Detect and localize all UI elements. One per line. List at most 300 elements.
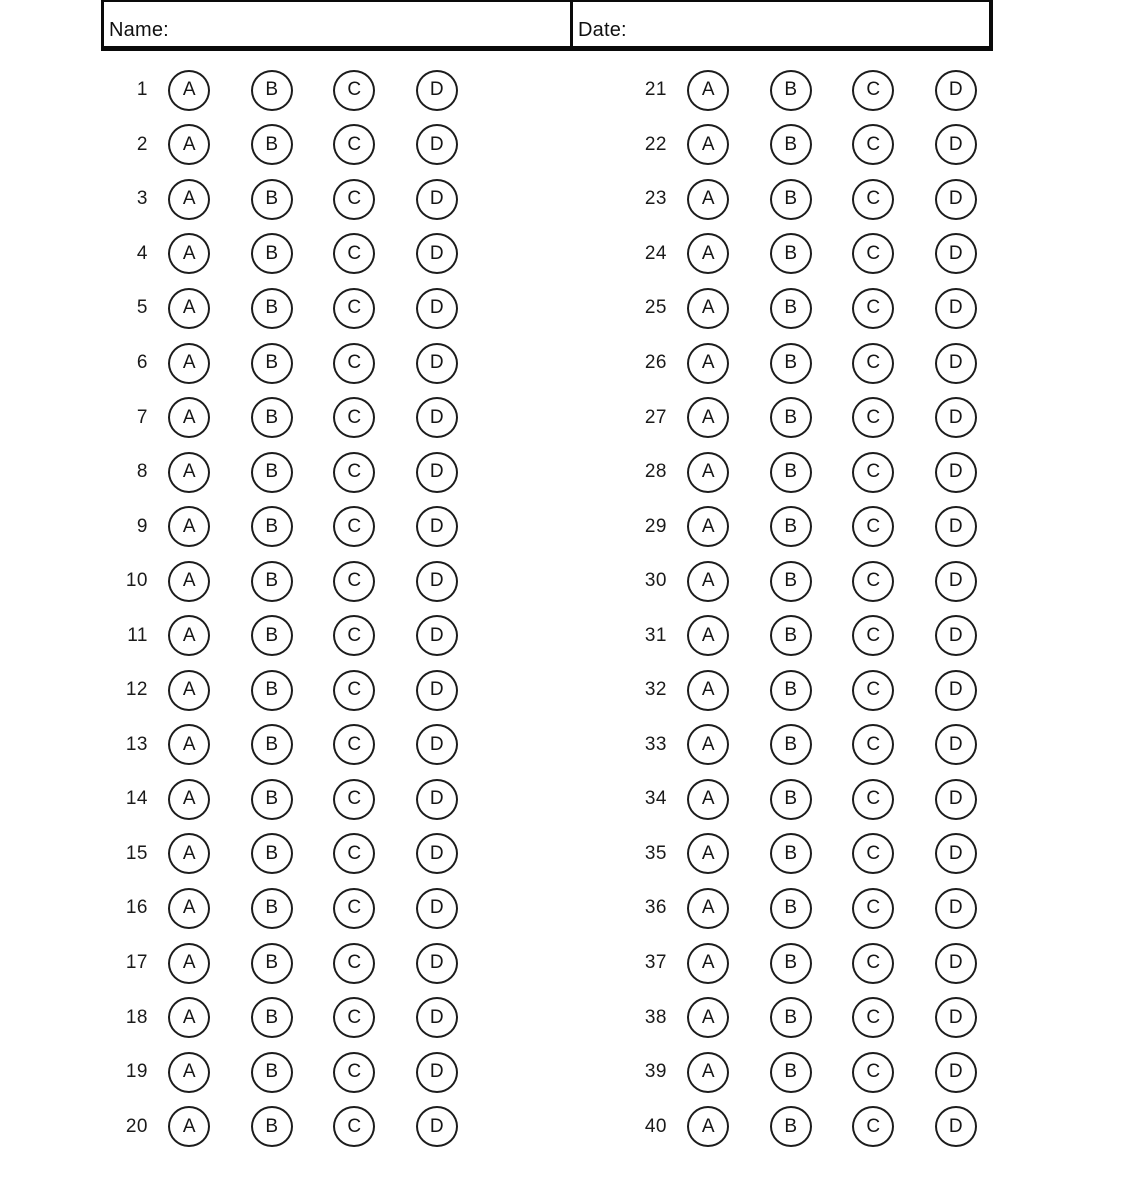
- bubble-q17-b[interactable]: B: [251, 943, 293, 984]
- bubble-cell-q39-d: [915, 1052, 998, 1093]
- question-row-7: [112, 390, 478, 445]
- bubble-cell-q32-b: [750, 670, 833, 711]
- bubble-cell-q14-b: [231, 779, 314, 820]
- bubble-cell-q34-b: [750, 779, 833, 820]
- bubble-cell-q32-a: [667, 670, 750, 711]
- bubble-cell-q26-b: [750, 343, 833, 384]
- bubble-cell-q31-b: [750, 615, 833, 656]
- bubble-q21-d[interactable]: D: [935, 70, 977, 111]
- bubble-q8-b[interactable]: B: [251, 452, 293, 493]
- bubble-q18-d[interactable]: D: [416, 997, 458, 1038]
- bubble-q15-b[interactable]: B: [251, 833, 293, 874]
- bubble-q22-d[interactable]: D: [935, 124, 977, 165]
- bubble-q5-c[interactable]: C: [333, 288, 375, 329]
- bubble-q22-b[interactable]: B: [770, 124, 812, 165]
- name-field-cell: [104, 2, 573, 46]
- bubble-cell-q36-d: [915, 888, 998, 929]
- bubble-q16-b[interactable]: B: [251, 888, 293, 929]
- bubble-q28-c[interactable]: C: [852, 452, 894, 493]
- bubble-q33-b[interactable]: B: [770, 724, 812, 765]
- bubble-q7-d[interactable]: D: [416, 397, 458, 438]
- bubble-cell-q23-d: [915, 179, 998, 220]
- bubble-q4-c[interactable]: C: [333, 233, 375, 274]
- question-number-13: 13: [125, 733, 148, 755]
- bubble-cell-q5-b: [231, 288, 314, 329]
- bubble-q27-a[interactable]: A: [687, 397, 729, 438]
- bubble-cell-q20-b: [231, 1106, 314, 1147]
- bubble-q2-d[interactable]: D: [416, 124, 458, 165]
- bubble-q1-d[interactable]: D: [416, 70, 458, 111]
- bubble-cell-q18-a: [148, 997, 231, 1038]
- bubble-cell-q10-d: [396, 561, 479, 602]
- bubble-q1-a[interactable]: A: [168, 70, 210, 111]
- bubble-q7-c[interactable]: C: [333, 397, 375, 438]
- bubble-q35-d[interactable]: D: [935, 833, 977, 874]
- bubble-q33-d[interactable]: D: [935, 724, 977, 765]
- bubble-cell-q33-a: [667, 724, 750, 765]
- bubble-q19-b[interactable]: B: [251, 1052, 293, 1093]
- bubble-q6-b[interactable]: B: [251, 343, 293, 384]
- bubble-q21-a[interactable]: A: [687, 70, 729, 111]
- bubble-q25-a[interactable]: A: [687, 288, 729, 329]
- bubble-q22-c[interactable]: C: [852, 124, 894, 165]
- bubble-cell-q3-c: [313, 179, 396, 220]
- bubble-q29-a[interactable]: A: [687, 506, 729, 547]
- bubble-q31-b[interactable]: B: [770, 615, 812, 656]
- question-row-32: [612, 663, 997, 718]
- bubble-q17-d[interactable]: D: [416, 943, 458, 984]
- bubble-cell-q18-b: [231, 997, 314, 1038]
- question-number-38: 38: [644, 1006, 667, 1028]
- bubble-cell-q40-b: [750, 1106, 833, 1147]
- bubble-cell-q29-b: [750, 506, 833, 547]
- bubble-q2-a[interactable]: A: [168, 124, 210, 165]
- bubble-q30-c[interactable]: C: [852, 561, 894, 602]
- bubble-cell-q35-b: [750, 833, 833, 874]
- bubble-q16-c[interactable]: C: [333, 888, 375, 929]
- bubble-q19-d[interactable]: D: [416, 1052, 458, 1093]
- bubble-q27-d[interactable]: D: [935, 397, 977, 438]
- bubble-q11-d[interactable]: D: [416, 615, 458, 656]
- bubble-q13-c[interactable]: C: [333, 724, 375, 765]
- bubble-q5-a[interactable]: A: [168, 288, 210, 329]
- bubble-q23-c[interactable]: C: [852, 179, 894, 220]
- bubble-cell-q1-c: [313, 70, 396, 111]
- bubble-q31-c[interactable]: C: [852, 615, 894, 656]
- bubble-q39-a[interactable]: A: [687, 1052, 729, 1093]
- date-label: Date:: [578, 19, 627, 41]
- bubble-cell-q10-a: [148, 561, 231, 602]
- bubble-cell-q3-d: [396, 179, 479, 220]
- bubble-q6-a[interactable]: A: [168, 343, 210, 384]
- bubble-q40-a[interactable]: A: [687, 1106, 729, 1147]
- bubble-cell-q23-c: [832, 179, 915, 220]
- bubble-cell-q12-a: [148, 670, 231, 711]
- bubble-q10-b[interactable]: B: [251, 561, 293, 602]
- bubble-cell-q25-a: [667, 288, 750, 329]
- bubble-q23-a[interactable]: A: [687, 179, 729, 220]
- bubble-q4-b[interactable]: B: [251, 233, 293, 274]
- bubble-cell-q9-a: [148, 506, 231, 547]
- bubble-cell-q7-d: [396, 397, 479, 438]
- bubble-q36-c[interactable]: C: [852, 888, 894, 929]
- bubble-q24-b[interactable]: B: [770, 233, 812, 274]
- bubble-cell-q23-b: [750, 179, 833, 220]
- question-number-4: 4: [136, 242, 148, 264]
- bubble-q18-b[interactable]: B: [251, 997, 293, 1038]
- bubble-cell-q1-b: [231, 70, 314, 111]
- bubble-cell-q6-a: [148, 343, 231, 384]
- bubble-q21-b[interactable]: B: [770, 70, 812, 111]
- bubble-cell-q1-d: [396, 70, 479, 111]
- question-row-23: [612, 172, 997, 227]
- bubble-q15-d[interactable]: D: [416, 833, 458, 874]
- bubble-cell-q33-c: [832, 724, 915, 765]
- question-number-30: 30: [644, 570, 667, 592]
- bubble-q38-c[interactable]: C: [852, 997, 894, 1038]
- bubble-q39-b[interactable]: B: [770, 1052, 812, 1093]
- question-row-8: [112, 445, 478, 500]
- bubble-q24-c[interactable]: C: [852, 233, 894, 274]
- bubble-cell-q39-a: [667, 1052, 750, 1093]
- question-row-3: [112, 172, 478, 227]
- bubble-cell-q34-d: [915, 779, 998, 820]
- bubble-cell-q17-d: [396, 943, 479, 984]
- bubble-cell-q24-a: [667, 233, 750, 274]
- bubble-cell-q7-c: [313, 397, 396, 438]
- bubble-q26-a[interactable]: A: [687, 343, 729, 384]
- question-row-34: [612, 772, 997, 827]
- bubble-cell-q19-a: [148, 1052, 231, 1093]
- bubble-q32-d[interactable]: D: [935, 670, 977, 711]
- bubble-q33-c[interactable]: C: [852, 724, 894, 765]
- question-number-40: 40: [644, 1115, 667, 1137]
- bubble-cell-q21-d: [915, 70, 998, 111]
- bubble-cell-q31-d: [915, 615, 998, 656]
- bubble-q28-d[interactable]: D: [935, 452, 977, 493]
- bubble-q38-d[interactable]: D: [935, 997, 977, 1038]
- bubble-cell-q24-b: [750, 233, 833, 274]
- bubble-cell-q40-c: [832, 1106, 915, 1147]
- bubble-cell-q5-d: [396, 288, 479, 329]
- bubble-q38-a[interactable]: A: [687, 997, 729, 1038]
- bubble-q11-c[interactable]: C: [333, 615, 375, 656]
- bubble-q8-c[interactable]: C: [333, 452, 375, 493]
- bubble-q16-d[interactable]: D: [416, 888, 458, 929]
- question-number-5: 5: [136, 297, 148, 319]
- bubble-cell-q26-d: [915, 343, 998, 384]
- question-row-38: [612, 990, 997, 1045]
- bubble-q2-c[interactable]: C: [333, 124, 375, 165]
- bubble-cell-q21-a: [667, 70, 750, 111]
- bubble-q32-c[interactable]: C: [852, 670, 894, 711]
- bubble-q35-b[interactable]: B: [770, 833, 812, 874]
- header-box: [101, 0, 993, 51]
- bubble-q30-b[interactable]: B: [770, 561, 812, 602]
- bubble-q37-d[interactable]: D: [935, 943, 977, 984]
- bubble-q34-c[interactable]: C: [852, 779, 894, 820]
- bubble-q27-b[interactable]: B: [770, 397, 812, 438]
- bubble-q20-a[interactable]: A: [168, 1106, 210, 1147]
- bubble-q8-d[interactable]: D: [416, 452, 458, 493]
- bubble-q27-c[interactable]: C: [852, 397, 894, 438]
- bubble-cell-q17-c: [313, 943, 396, 984]
- question-number-1: 1: [136, 79, 148, 101]
- bubble-q14-b[interactable]: B: [251, 779, 293, 820]
- bubble-cell-q36-c: [832, 888, 915, 929]
- bubble-cell-q10-b: [231, 561, 314, 602]
- bubble-cell-q6-b: [231, 343, 314, 384]
- bubble-cell-q38-b: [750, 997, 833, 1038]
- bubble-cell-q27-a: [667, 397, 750, 438]
- question-number-37: 37: [644, 952, 667, 974]
- bubble-cell-q11-d: [396, 615, 479, 656]
- bubble-q34-d[interactable]: D: [935, 779, 977, 820]
- question-number-14: 14: [125, 788, 148, 810]
- bubble-q12-a[interactable]: A: [168, 670, 210, 711]
- bubble-cell-q37-a: [667, 943, 750, 984]
- bubble-q35-a[interactable]: A: [687, 833, 729, 874]
- bubble-q7-b[interactable]: B: [251, 397, 293, 438]
- bubble-q12-d[interactable]: D: [416, 670, 458, 711]
- bubble-q4-a[interactable]: A: [168, 233, 210, 274]
- bubble-q1-c[interactable]: C: [333, 70, 375, 111]
- bubble-cell-q5-c: [313, 288, 396, 329]
- bubble-q16-a[interactable]: A: [168, 888, 210, 929]
- bubble-cell-q31-a: [667, 615, 750, 656]
- bubble-q36-b[interactable]: B: [770, 888, 812, 929]
- question-number-35: 35: [644, 842, 667, 864]
- question-row-30: [612, 554, 997, 609]
- bubble-q40-d[interactable]: D: [935, 1106, 977, 1147]
- bubble-cell-q28-a: [667, 452, 750, 493]
- bubble-q5-d[interactable]: D: [416, 288, 458, 329]
- bubble-q14-d[interactable]: D: [416, 779, 458, 820]
- bubble-cell-q38-d: [915, 997, 998, 1038]
- bubble-cell-q13-d: [396, 724, 479, 765]
- bubble-q6-c[interactable]: C: [333, 343, 375, 384]
- bubble-q14-c[interactable]: C: [333, 779, 375, 820]
- bubble-q37-a[interactable]: A: [687, 943, 729, 984]
- bubble-q20-b[interactable]: B: [251, 1106, 293, 1147]
- bubble-q8-a[interactable]: A: [168, 452, 210, 493]
- bubble-q28-a[interactable]: A: [687, 452, 729, 493]
- bubble-cell-q21-c: [832, 70, 915, 111]
- question-row-13: [112, 718, 478, 773]
- bubble-cell-q11-a: [148, 615, 231, 656]
- bubble-cell-q18-d: [396, 997, 479, 1038]
- bubble-q13-a[interactable]: A: [168, 724, 210, 765]
- bubble-q3-d[interactable]: D: [416, 179, 458, 220]
- bubble-q26-b[interactable]: B: [770, 343, 812, 384]
- bubble-cell-q12-c: [313, 670, 396, 711]
- bubble-cell-q26-a: [667, 343, 750, 384]
- bubble-q40-b[interactable]: B: [770, 1106, 812, 1147]
- bubble-q9-b[interactable]: B: [251, 506, 293, 547]
- question-number-19: 19: [125, 1061, 148, 1083]
- question-row-21: [612, 63, 997, 118]
- question-number-24: 24: [644, 242, 667, 264]
- bubble-cell-q2-d: [396, 124, 479, 165]
- bubble-q10-c[interactable]: C: [333, 561, 375, 602]
- bubble-cell-q7-a: [148, 397, 231, 438]
- bubble-q2-b[interactable]: B: [251, 124, 293, 165]
- question-number-26: 26: [644, 352, 667, 373]
- bubble-q32-b[interactable]: B: [770, 670, 812, 711]
- question-row-27: [612, 390, 997, 445]
- bubble-q30-a[interactable]: A: [687, 561, 729, 602]
- bubble-q30-d[interactable]: D: [935, 561, 977, 602]
- bubble-q37-b[interactable]: B: [770, 943, 812, 984]
- bubble-q19-c[interactable]: C: [333, 1052, 375, 1093]
- bubble-q19-a[interactable]: A: [168, 1052, 210, 1093]
- bubble-q26-c[interactable]: C: [852, 343, 894, 384]
- bubble-q13-d[interactable]: D: [416, 724, 458, 765]
- question-number-16: 16: [125, 897, 148, 919]
- bubble-q10-d[interactable]: D: [416, 561, 458, 602]
- bubble-cell-q8-d: [396, 452, 479, 493]
- bubble-q29-c[interactable]: C: [852, 506, 894, 547]
- bubble-q4-d[interactable]: D: [416, 233, 458, 274]
- bubble-q7-a[interactable]: A: [168, 397, 210, 438]
- bubble-q11-a[interactable]: A: [168, 615, 210, 656]
- bubble-q20-d[interactable]: D: [416, 1106, 458, 1147]
- bubble-cell-q6-c: [313, 343, 396, 384]
- bubble-q39-d[interactable]: D: [935, 1052, 977, 1093]
- bubble-q28-b[interactable]: B: [770, 452, 812, 493]
- bubble-cell-q13-c: [313, 724, 396, 765]
- bubble-q34-a[interactable]: A: [687, 779, 729, 820]
- bubble-q17-a[interactable]: A: [168, 943, 210, 984]
- question-number-17: 17: [125, 952, 148, 974]
- question-number-9: 9: [136, 515, 148, 537]
- bubble-q12-b[interactable]: B: [251, 670, 293, 711]
- bubble-q3-c[interactable]: C: [333, 179, 375, 220]
- bubble-cell-q23-a: [667, 179, 750, 220]
- bubble-cell-q15-c: [313, 833, 396, 874]
- bubble-q6-d[interactable]: D: [416, 343, 458, 384]
- bubble-q23-d[interactable]: D: [935, 179, 977, 220]
- bubble-cell-q16-a: [148, 888, 231, 929]
- bubble-cell-q33-d: [915, 724, 998, 765]
- bubble-q24-a[interactable]: A: [687, 233, 729, 274]
- bubble-q34-b[interactable]: B: [770, 779, 812, 820]
- bubble-cell-q20-a: [148, 1106, 231, 1147]
- bubble-q17-c[interactable]: C: [333, 943, 375, 984]
- bubble-q39-c[interactable]: C: [852, 1052, 894, 1093]
- question-row-28: [612, 445, 997, 500]
- question-row-6: [112, 336, 478, 391]
- bubble-q25-d[interactable]: D: [935, 288, 977, 329]
- bubble-cell-q13-a: [148, 724, 231, 765]
- bubble-q29-b[interactable]: B: [770, 506, 812, 547]
- bubble-cell-q14-c: [313, 779, 396, 820]
- bubble-q18-a[interactable]: A: [168, 997, 210, 1038]
- bubble-q31-d[interactable]: D: [935, 615, 977, 656]
- bubble-cell-q4-b: [231, 233, 314, 274]
- bubble-q3-b[interactable]: B: [251, 179, 293, 220]
- bubble-q11-b[interactable]: B: [251, 615, 293, 656]
- bubble-q40-c[interactable]: C: [852, 1106, 894, 1147]
- bubble-q35-c[interactable]: C: [852, 833, 894, 874]
- name-writein-area[interactable]: [169, 2, 570, 46]
- bubble-q33-a[interactable]: A: [687, 724, 729, 765]
- bubble-q13-b[interactable]: B: [251, 724, 293, 765]
- bubble-q10-a[interactable]: A: [168, 561, 210, 602]
- bubble-cell-q27-c: [832, 397, 915, 438]
- bubble-q9-a[interactable]: A: [168, 506, 210, 547]
- question-number-11: 11: [127, 624, 148, 646]
- bubble-q36-a[interactable]: A: [687, 888, 729, 929]
- bubble-q25-c[interactable]: C: [852, 288, 894, 329]
- bubble-q32-a[interactable]: A: [687, 670, 729, 711]
- question-row-17: [112, 936, 478, 991]
- bubble-q31-a[interactable]: A: [687, 615, 729, 656]
- bubble-q26-d[interactable]: D: [935, 343, 977, 384]
- bubble-q20-c[interactable]: C: [333, 1106, 375, 1147]
- bubble-cell-q29-c: [832, 506, 915, 547]
- question-number-18: 18: [125, 1006, 148, 1028]
- bubble-cell-q40-d: [915, 1106, 998, 1147]
- bubble-q18-c[interactable]: C: [333, 997, 375, 1038]
- question-number-20: 20: [125, 1115, 148, 1137]
- date-writein-area[interactable]: [627, 2, 989, 46]
- bubble-cell-q32-c: [832, 670, 915, 711]
- bubble-cell-q11-c: [313, 615, 396, 656]
- question-row-19: [112, 1045, 478, 1100]
- question-row-14: [112, 772, 478, 827]
- question-number-7: 7: [136, 406, 148, 428]
- answer-column-left: [112, 63, 478, 1154]
- bubble-q3-a[interactable]: A: [168, 179, 210, 220]
- bubble-q9-c[interactable]: C: [333, 506, 375, 547]
- bubble-cell-q22-a: [667, 124, 750, 165]
- bubble-q37-c[interactable]: C: [852, 943, 894, 984]
- bubble-q29-d[interactable]: D: [935, 506, 977, 547]
- bubble-q14-a[interactable]: A: [168, 779, 210, 820]
- bubble-cell-q34-c: [832, 779, 915, 820]
- bubble-q38-b[interactable]: B: [770, 997, 812, 1038]
- bubble-q22-a[interactable]: A: [687, 124, 729, 165]
- bubble-cell-q30-a: [667, 561, 750, 602]
- question-row-33: [612, 718, 997, 773]
- bubble-q15-a[interactable]: A: [168, 833, 210, 874]
- bubble-q24-d[interactable]: D: [935, 233, 977, 274]
- bubble-q1-b[interactable]: B: [251, 70, 293, 111]
- bubble-q15-c[interactable]: C: [333, 833, 375, 874]
- bubble-q12-c[interactable]: C: [333, 670, 375, 711]
- bubble-cell-q26-c: [832, 343, 915, 384]
- bubble-cell-q3-b: [231, 179, 314, 220]
- bubble-cell-q20-c: [313, 1106, 396, 1147]
- question-row-22: [612, 118, 997, 173]
- bubble-q5-b[interactable]: B: [251, 288, 293, 329]
- question-number-31: 31: [644, 624, 667, 646]
- bubble-q25-b[interactable]: B: [770, 288, 812, 329]
- bubble-cell-q22-c: [832, 124, 915, 165]
- question-row-5: [112, 281, 478, 336]
- bubble-cell-q24-d: [915, 233, 998, 274]
- bubble-cell-q16-b: [231, 888, 314, 929]
- question-number-23: 23: [644, 188, 667, 210]
- bubble-q21-c[interactable]: C: [852, 70, 894, 111]
- bubble-q23-b[interactable]: B: [770, 179, 812, 220]
- bubble-cell-q29-d: [915, 506, 998, 547]
- bubble-q36-d[interactable]: D: [935, 888, 977, 929]
- bubble-q9-d[interactable]: D: [416, 506, 458, 547]
- question-row-35: [612, 827, 997, 882]
- question-number-27: 27: [644, 406, 667, 428]
